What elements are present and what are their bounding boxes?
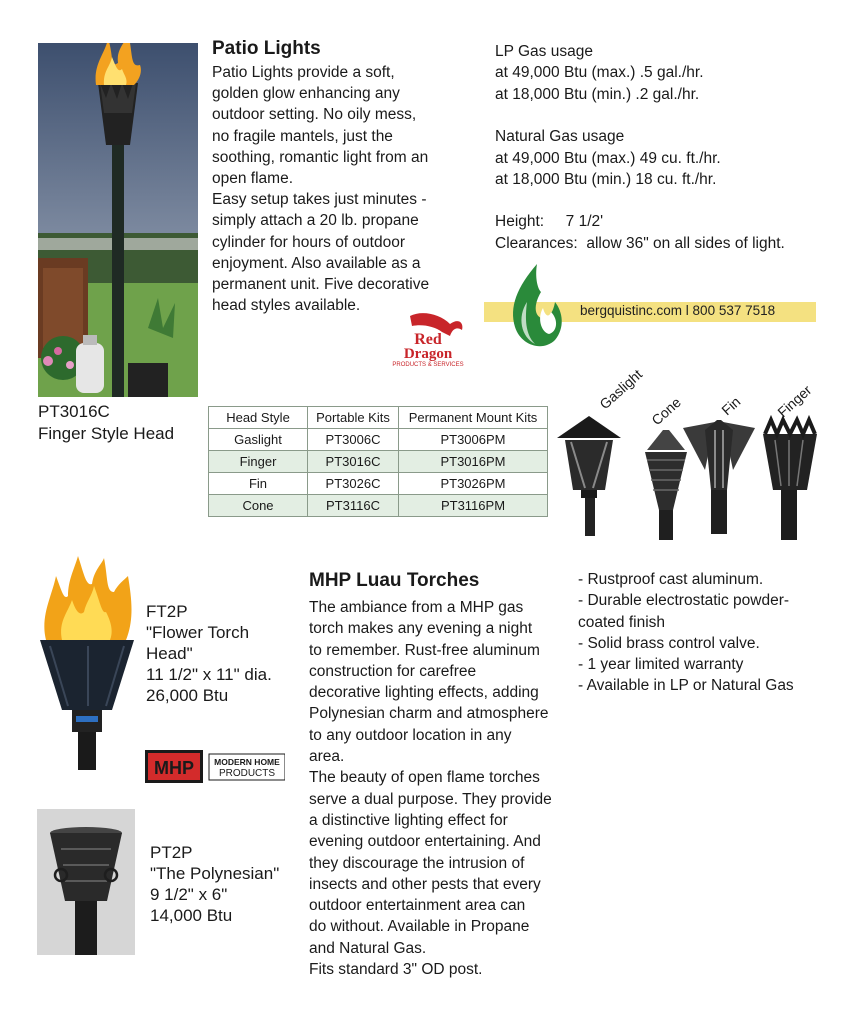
table-cell: Finger	[209, 451, 308, 473]
kit-table	[208, 406, 548, 517]
table-cell: Cone	[209, 495, 308, 517]
table-cell: PT3016PM	[399, 451, 548, 473]
mhp-line2: PRODUCTS	[218, 768, 276, 779]
list-item: - Available in LP or Natural Gas	[578, 677, 794, 695]
fin-head-icon	[683, 420, 755, 534]
red-dragon-line3: PRODUCTS & SERVICES	[392, 362, 464, 368]
table-cell: PT3016C	[308, 451, 399, 473]
finger-head-icon	[763, 420, 817, 540]
cone-head-icon	[645, 430, 687, 540]
natural-gas-max: at 49,000 Btu (max.) 49 cu. ft./hr.	[495, 149, 721, 167]
natural-gas-heading: Natural Gas usage	[495, 128, 625, 146]
list-item: - Durable electrostatic powder- coated finish	[578, 592, 790, 631]
table-cell: PT3006C	[308, 429, 399, 451]
table-cell: Fin	[209, 473, 308, 495]
table-cell: Gaslight	[209, 429, 308, 451]
head-label-gaslight: Gaslight	[596, 365, 646, 413]
table-header-row	[209, 407, 548, 429]
photo-model-number: PT3016C	[38, 402, 110, 421]
list-item: - 1 year limited warranty	[578, 656, 744, 674]
head-label-finger: Finger	[774, 381, 815, 421]
list-item: - Rustproof cast aluminum.	[578, 571, 764, 588]
patio-photo-caption	[38, 401, 174, 445]
table-cell: PT3026C	[308, 473, 399, 495]
natural-gas-min: at 18,000 Btu (min.) 18 cu. ft./hr.	[495, 171, 717, 189]
head-styles-illustration	[555, 360, 855, 550]
table-row	[209, 429, 548, 451]
table-cell: PT3006PM	[399, 429, 548, 451]
table-row	[209, 495, 548, 517]
head-label-fin: Fin	[718, 393, 744, 419]
list-item: - Solid brass control valve.	[578, 634, 760, 652]
header-portable-kits: Portable Kits	[308, 407, 399, 429]
red-dragon-line2: Dragon	[403, 346, 453, 362]
lp-gas-max: at 49,000 Btu (max.) .5 gal./hr.	[495, 64, 704, 82]
gas-usage-specs	[495, 41, 840, 254]
table-cell: PT3116C	[308, 495, 399, 517]
mhp-mark: MHP	[154, 758, 194, 778]
patio-lights-title: Patio Lights	[212, 38, 321, 59]
mhp-logo	[145, 750, 285, 783]
table-cell: PT3116PM	[399, 495, 548, 517]
lp-gas-heading: LP Gas usage	[495, 43, 593, 60]
bergquist-flame-logo	[507, 262, 567, 354]
flower-torch-photo	[38, 556, 136, 770]
luau-torches-title: MHP Luau Torches	[309, 570, 480, 591]
patio-light-photo	[38, 43, 198, 397]
table-row	[209, 473, 548, 495]
lp-gas-min: at 18,000 Btu (min.) .2 gal./hr.	[495, 85, 700, 103]
height-spec: Height: 7 1/2'	[495, 213, 604, 231]
mhp-line1: MODERN HOME	[214, 757, 280, 767]
photo-style-description: Finger Style Head	[38, 424, 175, 443]
contact-info: bergquistinc.com l 800 537 7518	[580, 303, 776, 318]
table-cell: PT3026PM	[399, 473, 548, 495]
feature-list	[578, 569, 828, 697]
ft2p-caption: FT2P "Flower Torch Head" 11 1/2" x 11" dia. 26,000 Btu	[146, 602, 272, 705]
header-head-style: Head Style	[209, 407, 308, 429]
pt2p-caption: PT2P "The Polynesian" 9 1/2" x 6" 14,000 Btu	[150, 843, 280, 925]
gaslight-head-icon	[557, 416, 621, 536]
header-permanent-kits: Permanent Mount Kits	[399, 407, 548, 429]
table-row	[209, 451, 548, 473]
head-label-cone: Cone	[648, 393, 684, 429]
polynesian-torch-photo	[37, 809, 135, 955]
patio-lights-description: Patio Lights provide a soft, golden glow enhancing any outdoor setting. No oily mess, no fragile mantels, just the soothing, romantic light from an open flame. Easy setup takes just minutes - simply attach a 20 lb. propane cylinder for hours of outdoor enjoyment. Also available as a permanent unit. Five decorative head styles available.	[212, 64, 430, 315]
red-dragon-logo	[388, 312, 468, 368]
clearance-spec: Clearances: allow 36" on all sides of light.	[495, 234, 785, 252]
luau-torches-description: The ambiance from a MHP gas torch makes any evening a night to remember. Rust-free aluminum construction for carefree decorative lighting effects, adding Polynesian charm and atmosphere to any outdoor location in any area. The beauty of open flame torches serve a dual purpose. They provide a distinctive lighting effect for evening outdoor entertaining. And they discourage the intrusion of insects and other pests that every outdoor entertainment area can do without. Available in Propane and Natural Gas. Fits standard 3" OD post.	[309, 599, 552, 979]
red-dragon-line1: Red	[414, 331, 442, 348]
